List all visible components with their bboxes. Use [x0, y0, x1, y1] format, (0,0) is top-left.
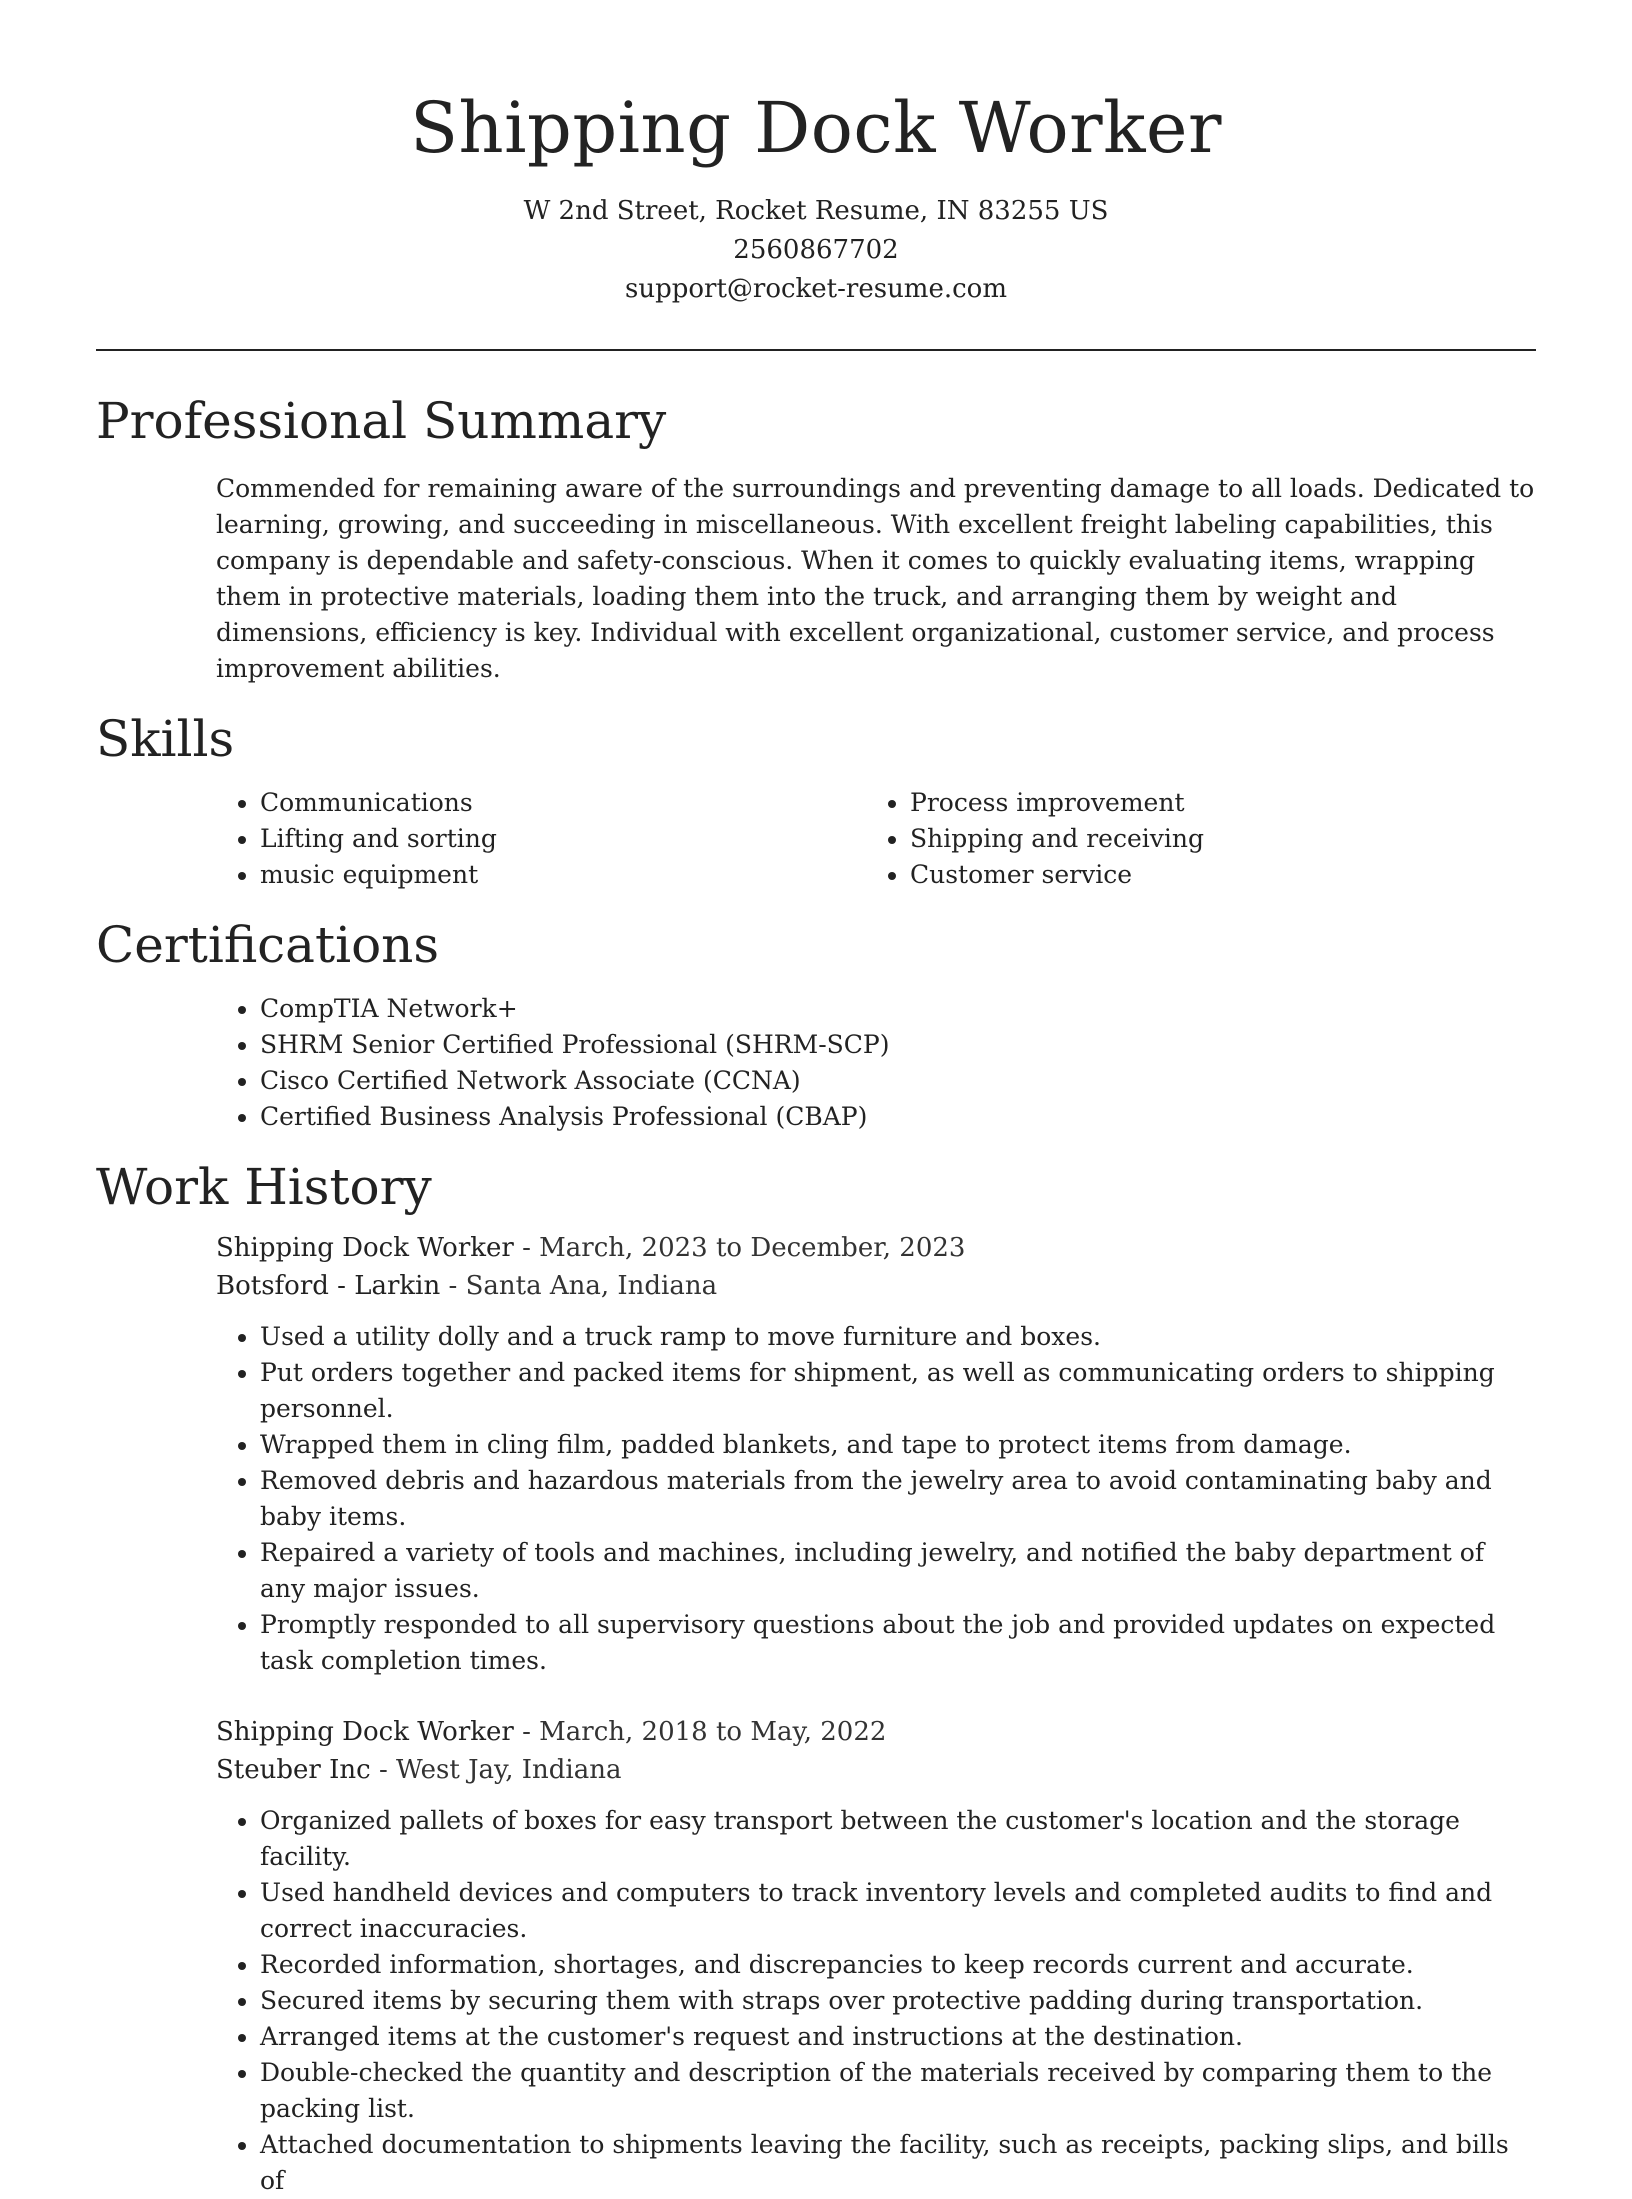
work-history-section	[96, 1157, 1536, 2199]
duty-item: • Double-checked the quantity and description of the materials received by comparing them to the packing list.	[260, 2055, 1536, 2127]
resume-header	[96, 0, 1536, 309]
summary-section	[96, 391, 1536, 687]
job-dates: March, 2023 to December, 2023	[539, 1233, 966, 1263]
certifications-heading: Certifications	[96, 916, 440, 974]
job-company-line	[216, 1751, 1536, 1789]
job-dates: March, 2018 to May, 2022	[539, 1717, 887, 1747]
skill-item: • Customer service	[910, 857, 1516, 893]
certification-item: • Cisco Certified Network Associate (CCNA)	[260, 1063, 1536, 1099]
duty-item: • Removed debris and hazardous materials from the jewelry area to avoid contaminating baby and baby items.	[260, 1463, 1536, 1535]
skill-item: • music equipment	[260, 857, 866, 893]
certification-item: • SHRM Senior Certified Professional (SHRM-SCP)	[260, 1027, 1536, 1063]
certifications-section	[96, 915, 1536, 1135]
duty-item: • Secured items by securing them with straps over protective padding during transportation.	[260, 1983, 1536, 2019]
certification-item: • CompTIA Network+	[260, 991, 1536, 1027]
contact-info	[96, 192, 1536, 309]
candidate-name: Shipping Dock Worker	[410, 87, 1222, 169]
company-location-separator: -	[440, 1271, 466, 1301]
duty-item: • Recorded information, shortages, and discrepancies to keep records current and accurate.	[260, 1947, 1536, 1983]
job-company-line	[216, 1267, 1536, 1305]
certification-item: • Certified Business Analysis Professional (CBAP)	[260, 1099, 1536, 1135]
duty-item: • Wrapped them in cling film, padded blankets, and tape to protect items from damage.	[260, 1427, 1536, 1463]
email: support@rocket-resume.com	[624, 274, 1007, 304]
phone: 2560867702	[733, 235, 899, 265]
job-company: Botsford - Larkin	[216, 1271, 441, 1301]
address: W 2nd Street, Rocket Resume, IN 83255 US	[523, 196, 1109, 226]
duty-item: • Arranged items at the customer's request and instructions at the destination.	[260, 2019, 1536, 2055]
summary-text: Commended for remaining aware of the surroundings and preventing damage to all loads. Dedicated to learning, growing, and succeeding in miscellaneous. With excellent freight labeling capabilities, this company is dependable and safety-conscious. When it comes to quickly evaluating items, wrapping them in protective materials, loading them into the truck, and arranging them by weight and dimensions, efficiency is key. Individual with excellent organizational, customer service, and process improvement abilities.	[216, 474, 1535, 683]
duty-item: • Repaired a variety of tools and machines, including jewelry, and notified the baby department of any major issues.	[260, 1535, 1536, 1607]
job-title: Shipping Dock Worker	[216, 1717, 514, 1747]
job-title: Shipping Dock Worker	[216, 1233, 514, 1263]
skill-item: • Communications	[260, 785, 866, 821]
job-entry	[216, 1713, 1536, 2199]
job-duties-list	[216, 1803, 1536, 2199]
title-date-separator: -	[513, 1233, 540, 1263]
duty-item: • Put orders together and packed items for shipment, as well as communicating orders to shipping personnel.	[260, 1355, 1536, 1427]
header-divider	[96, 349, 1536, 351]
work-history-heading: Work History	[96, 1158, 432, 1216]
skills-grid	[216, 785, 1536, 893]
duty-item: • Used a utility dolly and a truck ramp to move furniture and boxes.	[260, 1319, 1536, 1355]
job-title-line	[216, 1713, 1536, 1751]
duty-item: • Organized pallets of boxes for easy transport between the customer's location and the storage facility.	[260, 1803, 1536, 1875]
skills-list-right	[866, 785, 1516, 893]
duty-item: • Attached documentation to shipments leaving the facility, such as receipts, packing slips, and bills of	[260, 2127, 1536, 2199]
job-location: Santa Ana, Indiana	[465, 1271, 718, 1301]
skills-section	[96, 709, 1536, 893]
job-entry	[216, 1229, 1536, 1679]
skill-item: • Shipping and receiving	[910, 821, 1516, 857]
job-location: West Jay, Indiana	[396, 1755, 622, 1785]
skills-heading: Skills	[96, 710, 235, 768]
duty-item: • Promptly responded to all supervisory questions about the job and provided updates on expected task completion times.	[260, 1607, 1536, 1679]
resume-page	[96, 0, 1536, 2199]
skill-item: • Lifting and sorting	[260, 821, 866, 857]
title-date-separator: -	[513, 1717, 540, 1747]
job-title-line	[216, 1229, 1536, 1267]
job-company: Steuber Inc	[216, 1755, 371, 1785]
certifications-list	[216, 991, 1536, 1135]
summary-heading: Professional Summary	[96, 392, 667, 450]
duty-item: • Used handheld devices and computers to track inventory levels and completed audits to find and correct inaccuracies.	[260, 1875, 1536, 1947]
company-location-separator: -	[370, 1755, 397, 1785]
skills-list-left	[216, 785, 866, 893]
job-duties-list	[216, 1319, 1536, 1679]
skill-item: • Process improvement	[910, 785, 1516, 821]
